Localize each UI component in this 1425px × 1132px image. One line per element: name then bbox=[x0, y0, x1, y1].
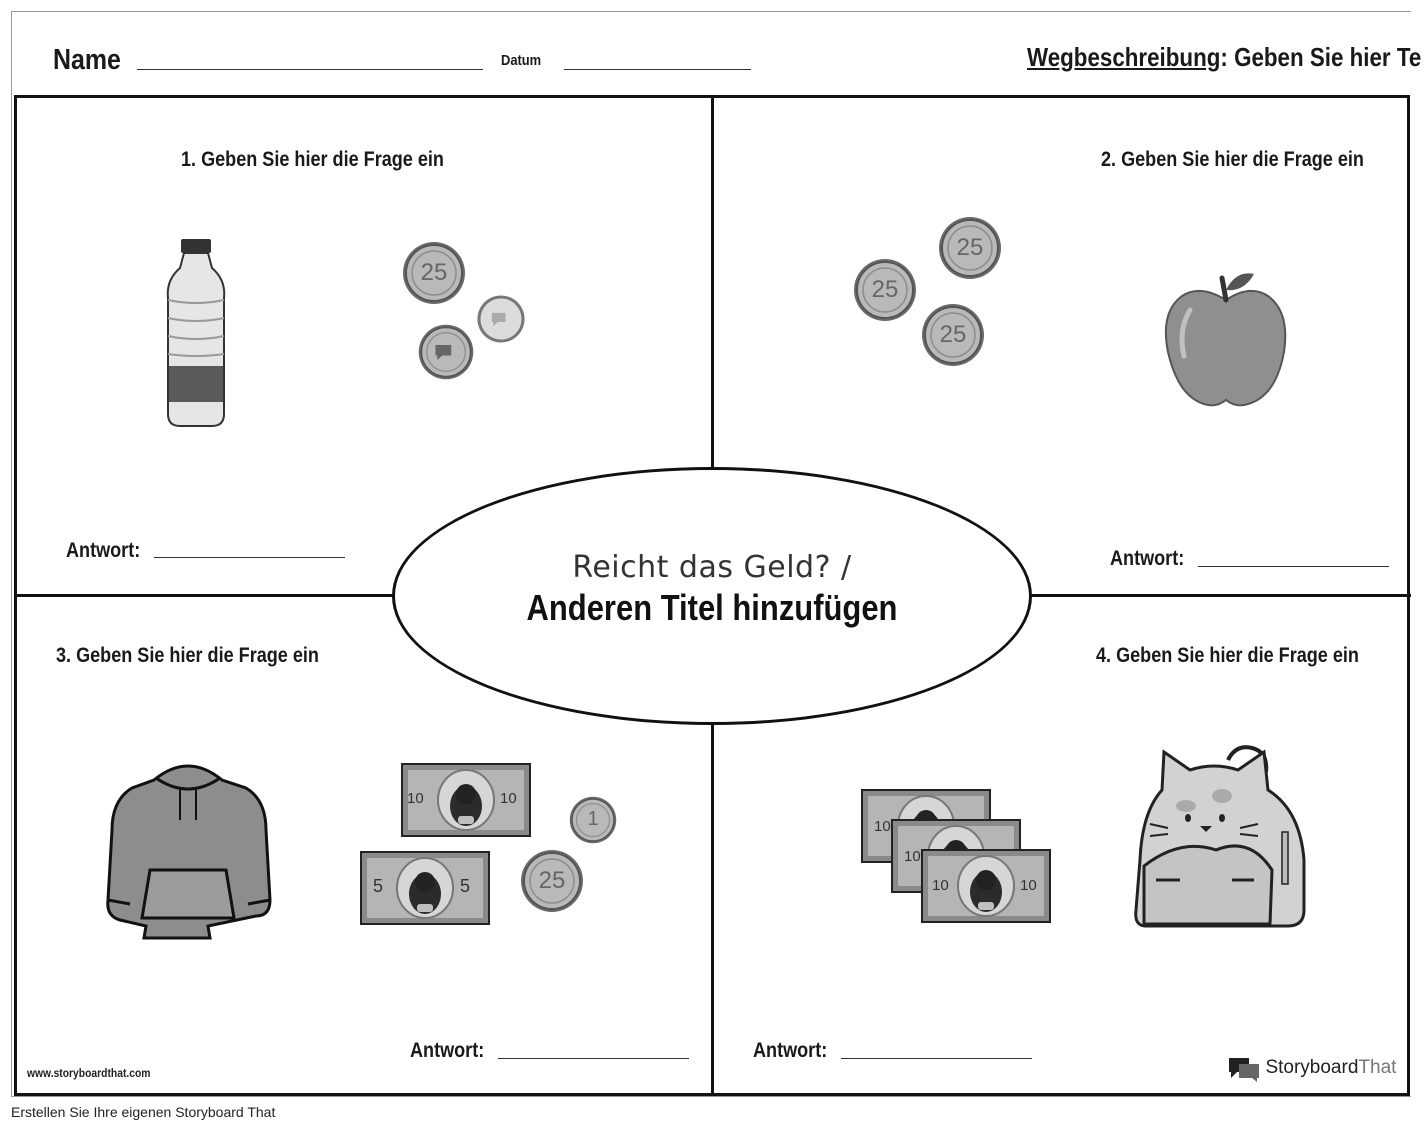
coin-value: 25 bbox=[939, 321, 967, 348]
directions-label: Wegbeschreibung bbox=[1027, 42, 1221, 72]
bill-value: 10 bbox=[500, 790, 517, 807]
question-2[interactable]: 2. Geben Sie hier die Frage ein bbox=[1101, 148, 1364, 171]
water-bottle-icon bbox=[168, 239, 225, 426]
coin-value: 25 bbox=[871, 276, 899, 303]
title-line-2[interactable]: Anderen Titel hinzufügen bbox=[526, 587, 898, 628]
bill-value: 5 bbox=[373, 876, 384, 896]
title-line-1[interactable]: Reicht das Geld? / bbox=[572, 550, 852, 585]
answer-label-3: Antwort: bbox=[410, 1039, 485, 1062]
name-label: Name bbox=[53, 44, 121, 76]
cat-backpack-icon bbox=[1136, 747, 1304, 926]
apple-icon bbox=[1166, 273, 1285, 405]
question-4[interactable]: 4. Geben Sie hier die Frage ein bbox=[1096, 644, 1359, 667]
coin-value: 1 bbox=[587, 808, 599, 830]
question-3[interactable]: 3. Geben Sie hier die Frage ein bbox=[56, 644, 319, 667]
coin-icon bbox=[419, 325, 474, 380]
storyboardthat-logo[interactable] bbox=[1227, 1056, 1396, 1082]
answer-label-4: Antwort: bbox=[753, 1039, 828, 1062]
hoodie-icon bbox=[108, 766, 270, 938]
answer-label-2: Antwort: bbox=[1110, 547, 1185, 570]
storyboardthat-logo-icon bbox=[1227, 1056, 1261, 1082]
question-1[interactable]: 1. Geben Sie hier die Frage ein bbox=[181, 148, 444, 171]
coin-value: 25 bbox=[956, 234, 984, 261]
footer-url[interactable]: www.storyboardthat.com bbox=[27, 1066, 151, 1080]
bill-value: 10 bbox=[874, 818, 891, 835]
bill-value: 10 bbox=[932, 877, 949, 894]
answer-label-1: Antwort: bbox=[66, 539, 141, 562]
bill-value: 10 bbox=[1020, 877, 1037, 894]
coin-value: 25 bbox=[538, 867, 566, 894]
directions-text: : Geben Sie hier Te bbox=[1220, 42, 1422, 72]
bill-value: 10 bbox=[904, 848, 921, 865]
coin-value: 25 bbox=[420, 259, 448, 286]
footer-credit[interactable]: Erstellen Sie Ihre eigenen Storyboard That bbox=[11, 1104, 276, 1120]
bill-value: 10 bbox=[407, 790, 424, 807]
date-label: Datum bbox=[501, 52, 542, 69]
brand-that: That bbox=[1358, 1057, 1397, 1079]
bill-value: 5 bbox=[460, 876, 471, 896]
brand-storyboard: Storyboard bbox=[1265, 1057, 1359, 1079]
coin-icon bbox=[477, 295, 524, 342]
